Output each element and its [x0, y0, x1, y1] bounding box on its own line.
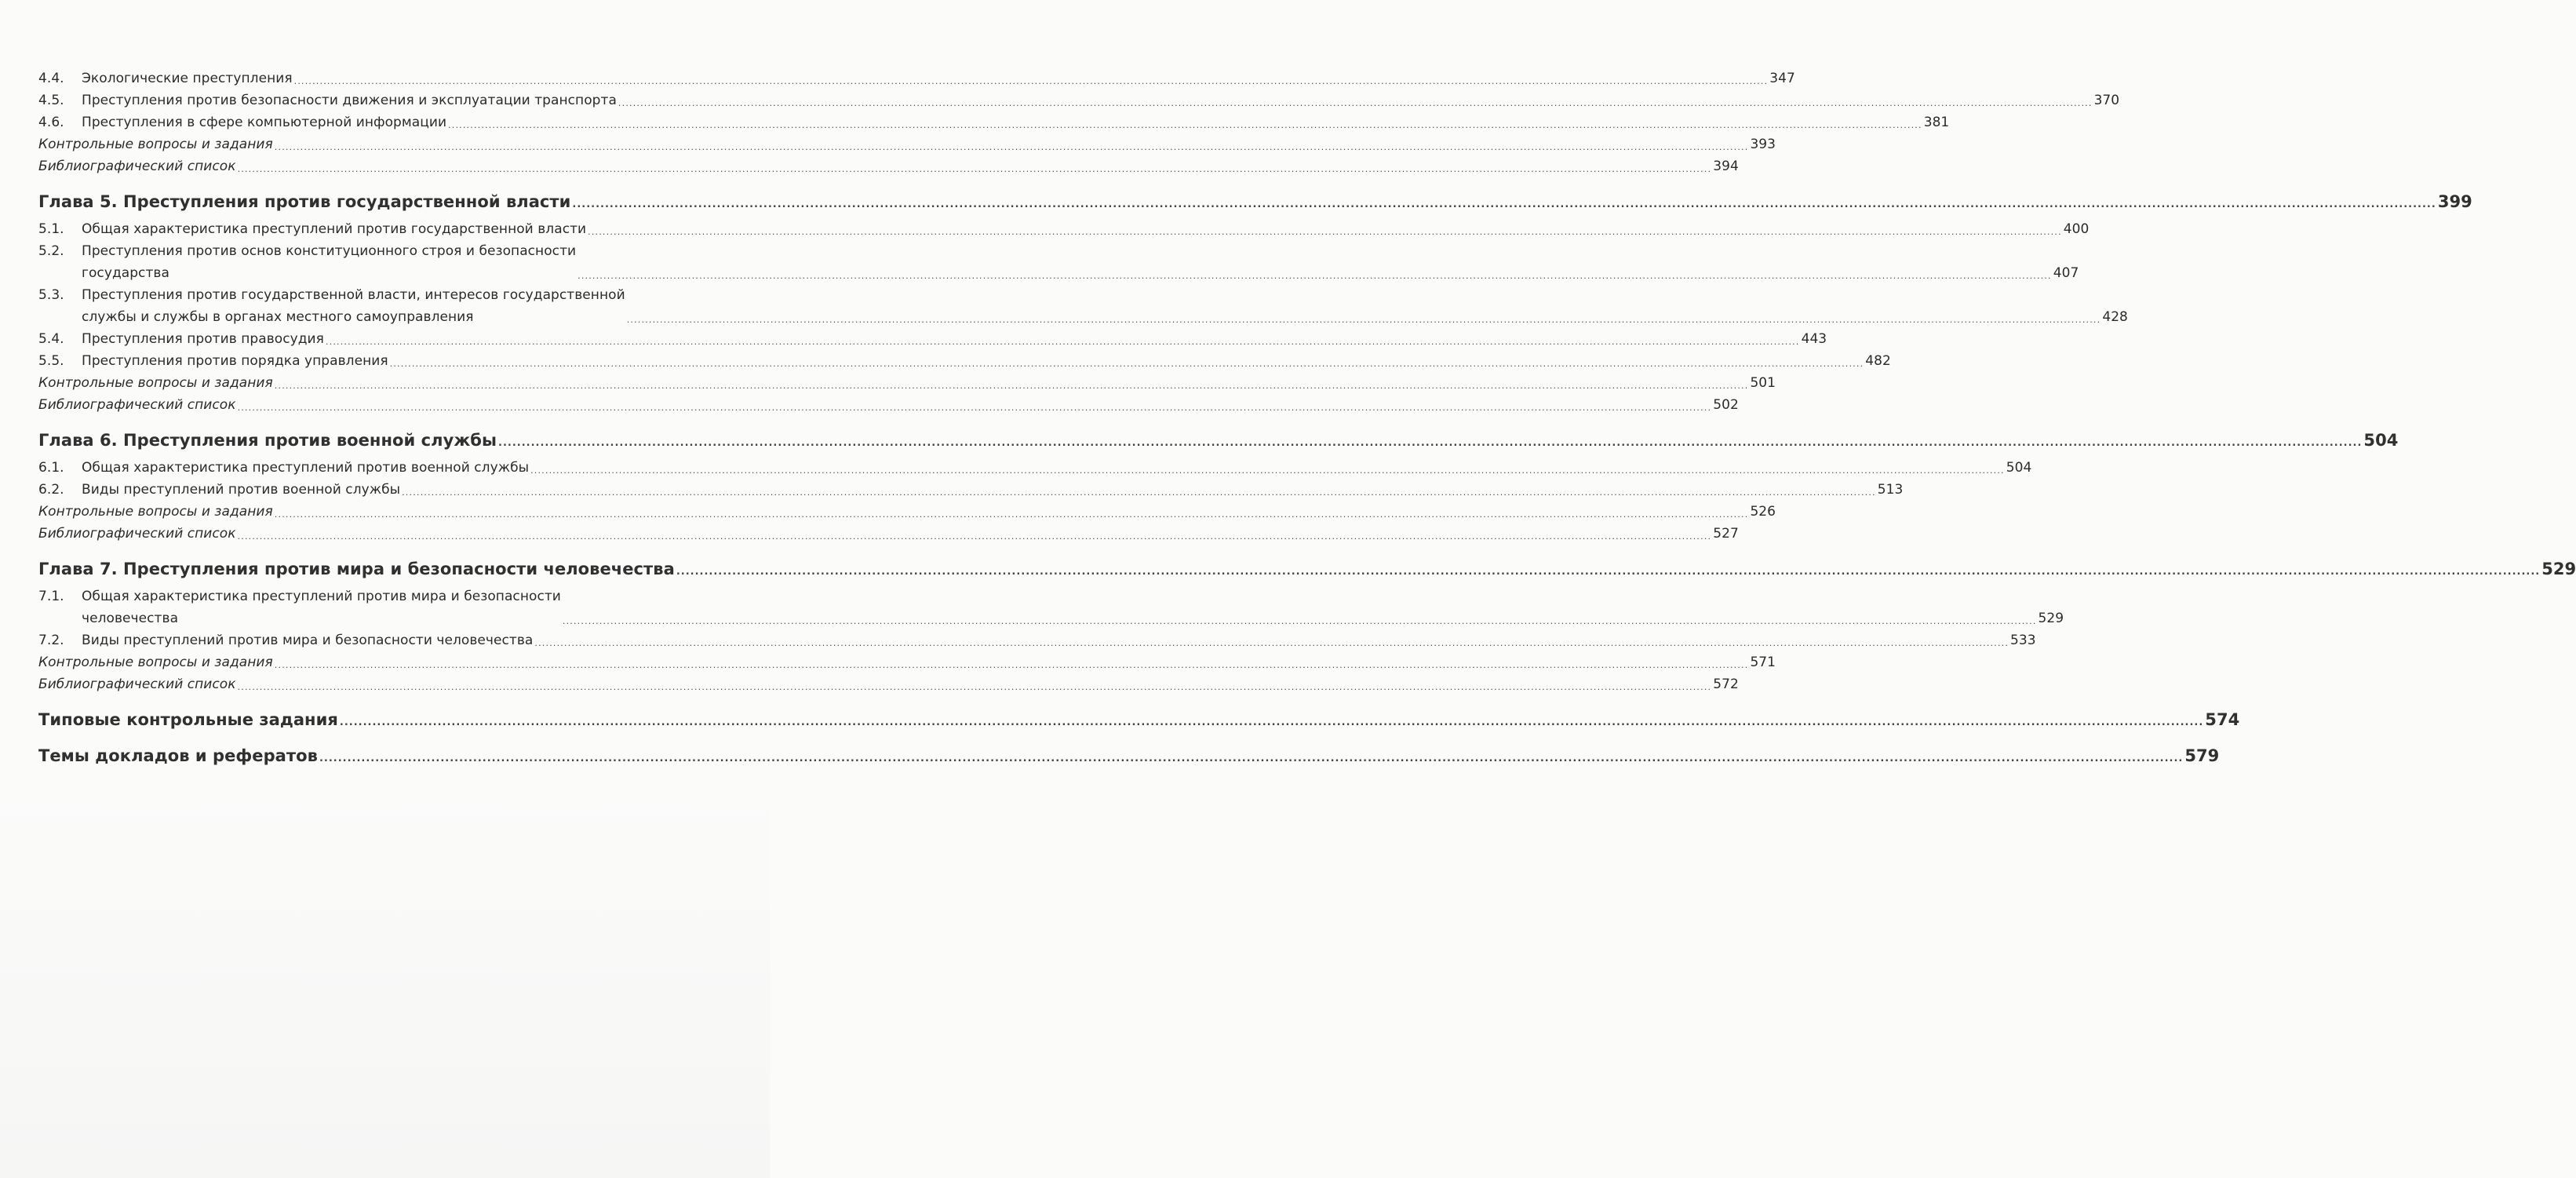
toc-title: Виды преступлений против военной службы: [82, 482, 401, 498]
toc-page-number: 513: [1877, 482, 1904, 498]
dot-leader: ................................................................................................................................................................................................................................................................................................................................................................................................................: [562, 616, 2037, 626]
dot-leader: ................................................................................................................................................................................................................................................................................................................................................................................................................: [274, 660, 1749, 670]
toc-page-number: 504: [2006, 460, 2032, 476]
toc-title-line: Общая характеристика преступлений против мира и безопасности: [82, 589, 561, 604]
toc-title: Библиографический список: [38, 677, 236, 692]
toc-title: Типовые контрольные задания: [38, 710, 338, 729]
toc-page-number: 533: [2010, 633, 2036, 648]
dot-leader: ................................................................................................................................................................................................................................................................................................................................................................................................................: [676, 566, 2541, 578]
toc-number: 5.5.: [38, 353, 64, 369]
toc-title: Глава 7. Преступления против мира и безопасности человечества: [38, 560, 675, 578]
toc-section: [38, 284, 2128, 328]
toc-title-line: Преступления против государственной власти, интересов государственной: [82, 287, 625, 303]
toc-number: 4.5.: [38, 93, 64, 108]
toc-title: Контрольные вопросы и задания: [38, 137, 273, 152]
toc-number: 4.4.: [38, 71, 64, 86]
toc-section: [38, 67, 1795, 89]
toc-page-number: 579: [2184, 746, 2220, 765]
toc-chapter: [38, 557, 2576, 581]
toc-title: Виды преступлений против мира и безопасности человечества: [82, 633, 534, 648]
dot-leader: ................................................................................................................................................................................................................................................................................................................................................................................................................: [319, 753, 2184, 764]
dot-leader: ................................................................................................................................................................................................................................................................................................................................................................................................................: [325, 337, 1800, 347]
toc-section: [38, 585, 2064, 629]
toc-page-number: 370: [2093, 93, 2120, 108]
toc-chapter: [38, 190, 2472, 213]
toc-extra: [38, 133, 1776, 155]
toc-section: [38, 350, 1891, 372]
toc-extra: [38, 155, 1739, 177]
toc-section: [38, 111, 1950, 133]
toc-page-number: 428: [2102, 309, 2128, 325]
dot-leader: ................................................................................................................................................................................................................................................................................................................................................................................................................: [534, 638, 2009, 648]
toc-title: Общая характеристика преступлений против государственной власти: [82, 221, 587, 237]
dot-leader: ................................................................................................................................................................................................................................................................................................................................................................................................................: [274, 142, 1749, 152]
dot-leader: ................................................................................................................................................................................................................................................................................................................................................................................................................: [237, 164, 1712, 174]
dot-leader: ................................................................................................................................................................................................................................................................................................................................................................................................................: [274, 509, 1749, 520]
toc-page-number: 393: [1750, 137, 1776, 152]
table-of-contents: [38, 67, 2576, 772]
toc-section: [38, 629, 2036, 651]
toc-page-number: 529: [2541, 560, 2576, 578]
toc-extra: [38, 673, 1739, 695]
toc-section: [38, 89, 2120, 111]
toc-page-number: 571: [1750, 655, 1776, 670]
toc-title: Глава 5. Преступления против государственной власти: [38, 192, 571, 211]
dot-leader: ................................................................................................................................................................................................................................................................................................................................................................................................................: [237, 531, 1712, 542]
dot-leader: ................................................................................................................................................................................................................................................................................................................................................................................................................: [293, 76, 1769, 86]
dot-leader: ................................................................................................................................................................................................................................................................................................................................................................................................................: [274, 381, 1749, 391]
toc-title: Преступления против безопасности движения и эксплуатации транспорта: [82, 93, 617, 108]
toc-title: [82, 585, 561, 629]
toc-number: 7.1.: [38, 589, 64, 604]
toc-extra: [38, 394, 1739, 416]
toc-section: [38, 479, 1904, 501]
toc-page-number: 502: [1713, 397, 1739, 413]
toc-number: 5.1.: [38, 221, 64, 237]
dot-leader: ................................................................................................................................................................................................................................................................................................................................................................................................................: [389, 359, 1864, 369]
toc-title: Контрольные вопросы и задания: [38, 504, 273, 520]
toc-title: Экологические преступления: [82, 71, 293, 86]
toc-extra: [38, 651, 1776, 673]
toc-section: [38, 328, 1827, 350]
toc-page-number: 381: [1923, 115, 1950, 130]
toc-page-number: 407: [2053, 265, 2079, 281]
toc-page-number: 529: [2038, 611, 2064, 626]
toc-page-number: 394: [1713, 159, 1739, 174]
toc-title: Контрольные вопросы и задания: [38, 375, 273, 391]
toc-page-number: 482: [1865, 353, 1891, 369]
dot-leader: ................................................................................................................................................................................................................................................................................................................................................................................................................: [530, 465, 2005, 476]
toc-title: Преступления против правосудия: [82, 331, 324, 347]
dot-leader: ................................................................................................................................................................................................................................................................................................................................................................................................................: [626, 315, 2101, 325]
toc-page-number: 399: [2437, 192, 2472, 211]
toc-title-line: государства: [82, 265, 169, 281]
dot-leader: ................................................................................................................................................................................................................................................................................................................................................................................................................: [572, 199, 2436, 210]
toc-title: Преступления в сфере компьютерной информации: [82, 115, 447, 130]
dot-leader: ................................................................................................................................................................................................................................................................................................................................................................................................................: [237, 403, 1712, 413]
dot-leader: ................................................................................................................................................................................................................................................................................................................................................................................................................: [448, 120, 1922, 130]
toc-extra: [38, 372, 1776, 394]
toc-section: [38, 240, 2079, 284]
toc-page-number: 347: [1769, 71, 1795, 86]
toc-number: 7.2.: [38, 633, 64, 648]
dot-leader: ................................................................................................................................................................................................................................................................................................................................................................................................................: [618, 98, 2093, 108]
toc-title: Библиографический список: [38, 397, 236, 413]
toc-title: Библиографический список: [38, 159, 236, 174]
toc-page-number: 572: [1713, 677, 1739, 692]
dot-leader: ................................................................................................................................................................................................................................................................................................................................................................................................................: [578, 271, 2052, 281]
toc-title: Преступления против порядка управления: [82, 353, 388, 369]
toc-title-line: службы и службы в органах местного самоуправления: [82, 309, 474, 325]
toc-title-line: Преступления против основ конституционного строя и безопасности: [82, 243, 577, 259]
toc-title: [82, 284, 625, 328]
toc-extra: [38, 523, 1739, 545]
toc-number: 5.4.: [38, 331, 64, 347]
dot-leader: ................................................................................................................................................................................................................................................................................................................................................................................................................: [237, 682, 1712, 692]
toc-page-number: 504: [2363, 431, 2399, 450]
toc-extra: [38, 501, 1776, 523]
toc-number: 4.6.: [38, 115, 64, 130]
dot-leader: ................................................................................................................................................................................................................................................................................................................................................................................................................: [588, 227, 2062, 237]
toc-page-number: 400: [2063, 221, 2090, 237]
toc-section: [38, 218, 2090, 240]
toc-section: [38, 457, 2032, 479]
dot-leader: ................................................................................................................................................................................................................................................................................................................................................................................................................: [402, 487, 1876, 498]
toc-number: 6.1.: [38, 460, 64, 476]
toc-number: 5.2.: [38, 243, 64, 259]
toc-title: Библиографический список: [38, 526, 236, 542]
toc-page-number: 527: [1713, 526, 1739, 542]
toc-title: Темы докладов и рефератов: [38, 746, 318, 765]
toc-number: 5.3.: [38, 287, 64, 303]
toc-title: Глава 6. Преступления против военной службы: [38, 431, 497, 450]
toc-chapter: [38, 708, 2240, 731]
toc-title: Общая характеристика преступлений против военной службы: [82, 460, 530, 476]
toc-page-number: 526: [1750, 504, 1776, 520]
toc-chapter: [38, 744, 2220, 768]
blank-page-area: [0, 777, 770, 1178]
toc-title-line: человечества: [82, 611, 179, 626]
toc-chapter: [38, 429, 2399, 452]
toc-title: Контрольные вопросы и задания: [38, 655, 273, 670]
toc-page-number: 574: [2205, 710, 2240, 729]
dot-leader: ................................................................................................................................................................................................................................................................................................................................................................................................................: [339, 717, 2204, 728]
toc-title: [82, 240, 576, 284]
toc-number: 6.2.: [38, 482, 64, 498]
toc-page-number: 501: [1750, 375, 1776, 391]
dot-leader: ................................................................................................................................................................................................................................................................................................................................................................................................................: [498, 437, 2363, 449]
toc-page-number: 443: [1801, 331, 1827, 347]
